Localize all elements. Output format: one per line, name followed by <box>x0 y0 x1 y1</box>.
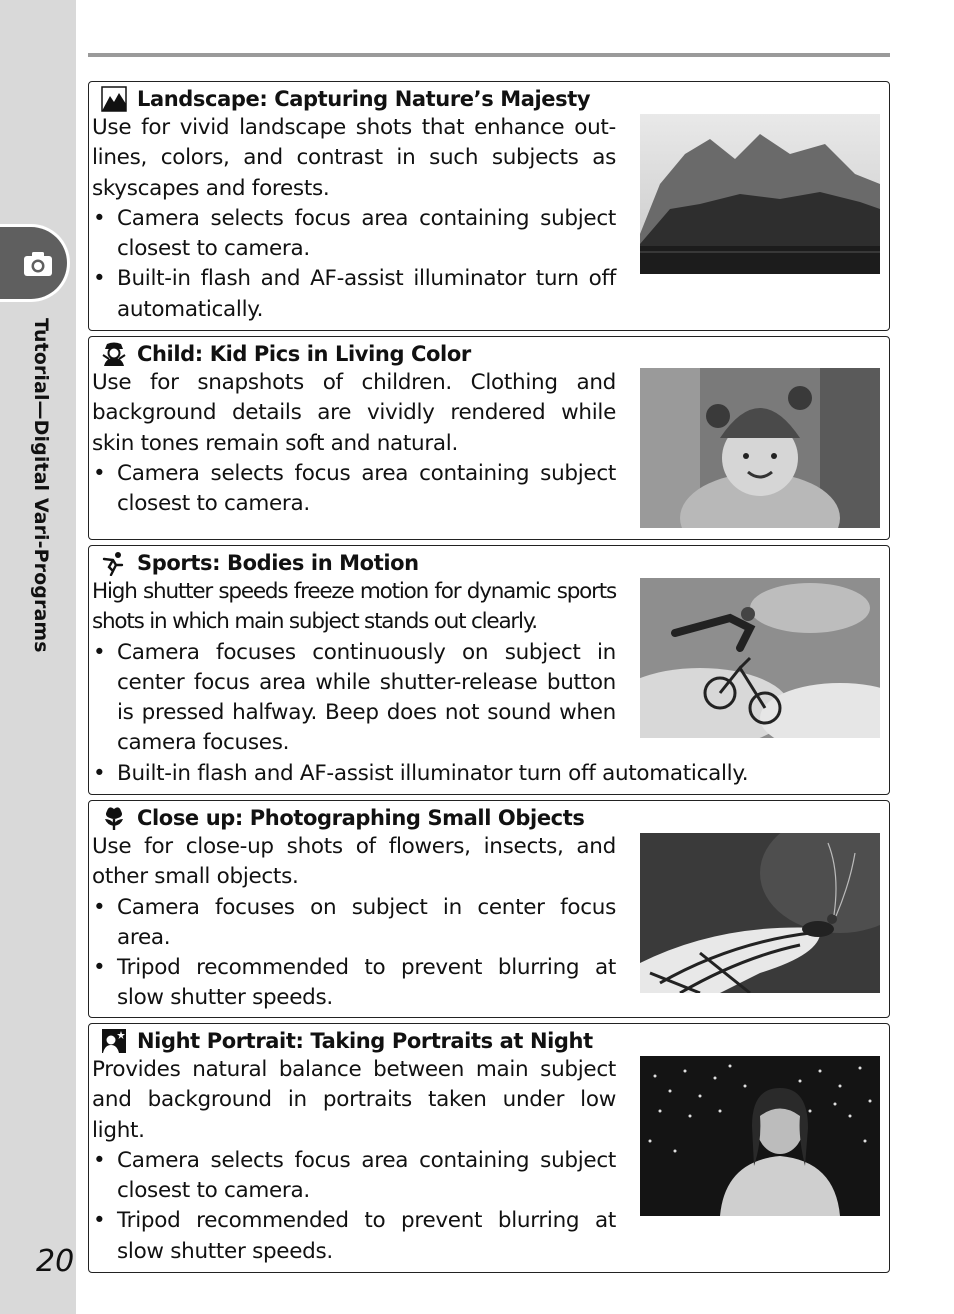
sports-photo <box>640 578 880 738</box>
bullet-list <box>92 1146 616 1267</box>
camera-icon <box>20 249 56 279</box>
list-item: • Camera selects focus area containing subject closest to camera. <box>92 459 616 520</box>
list-item: • Camera focuses on subject in center focus area. <box>92 893 616 954</box>
closeup-flower-icon <box>101 805 127 831</box>
night-portrait-section <box>88 1023 890 1273</box>
night-portrait-icon <box>101 1028 127 1054</box>
landscape-section <box>88 81 890 331</box>
top-rule <box>88 53 890 57</box>
section-title-text: Sports: Bodies in Motion <box>137 551 419 575</box>
section-body <box>92 832 616 1014</box>
section-title-text: Child: Kid Pics in Living Color <box>137 342 471 366</box>
section-title-text: Close up: Photographing Small Objects <box>137 806 585 830</box>
list-item: • Tripod recommended to prevent blurring at slow shutter speeds. <box>92 953 616 1014</box>
section-intro: High shutter speeds freeze motion for dynamic sports shots in which main subject stands out clearly. <box>92 579 616 635</box>
section-intro: Provides natural balance between main subject and background in portraits taken under low light. <box>92 1057 616 1143</box>
sidebar-strip <box>0 0 76 1314</box>
landscape-photo <box>640 114 880 274</box>
section-title <box>101 804 584 832</box>
closeup-photo <box>640 833 880 993</box>
bullet-list <box>92 638 616 759</box>
list-item: • Tripod recommended to prevent blurring at slow shutter speeds. <box>92 1206 616 1267</box>
child-icon <box>101 341 127 367</box>
child-photo <box>640 368 880 528</box>
section-body <box>92 368 616 519</box>
list-item: • Camera selects focus area containing subject closest to camera. <box>92 1146 616 1207</box>
section-title <box>101 549 419 577</box>
section-body <box>92 1055 616 1267</box>
section-title-text: Night Portrait: Taking Portraits at Night <box>137 1029 593 1053</box>
section-intro: Use for close-up shots of flowers, insects, and other small objects. <box>92 834 616 890</box>
list-item: • Camera selects focus area containing subject closest to camera. <box>92 204 616 265</box>
landscape-icon <box>101 86 127 112</box>
section-body <box>92 577 616 759</box>
section-body <box>92 113 616 325</box>
bullet-list <box>92 459 616 520</box>
list-item: • Built-in flash and AF-assist illuminator turn off automatically. <box>92 759 872 789</box>
section-intro: Use for snapshots of children. Clothing and background details are vividly rendered while skin tones remain soft and natural. <box>92 370 616 456</box>
section-title <box>101 1027 593 1055</box>
night-portrait-photo <box>640 1056 880 1216</box>
sports-section <box>88 545 890 795</box>
section-label: Tutorial—Digital Vari-Programs <box>30 318 52 653</box>
section-title-text: Landscape: Capturing Nature’s Majesty <box>137 87 591 111</box>
bullet-list <box>92 204 616 325</box>
section-intro: Use for vivid landscape shots that enhance out-lines, colors, and contrast in such subjects as skyscapes and forests. <box>92 115 616 201</box>
section-title <box>101 85 590 113</box>
list-item: • Camera focuses continuously on subject in center focus area while shutter-release button is pressed halfway. Beep does not sound when camera focuses. <box>92 638 616 759</box>
bullet-list <box>92 893 616 1014</box>
list-item: • Built-in flash and AF-assist illuminator turn off automatically. <box>92 264 616 325</box>
child-section <box>88 336 890 540</box>
closeup-section <box>88 800 890 1018</box>
section-title <box>101 340 471 368</box>
sports-icon <box>101 550 127 576</box>
page-number: 20 <box>36 1244 75 1279</box>
